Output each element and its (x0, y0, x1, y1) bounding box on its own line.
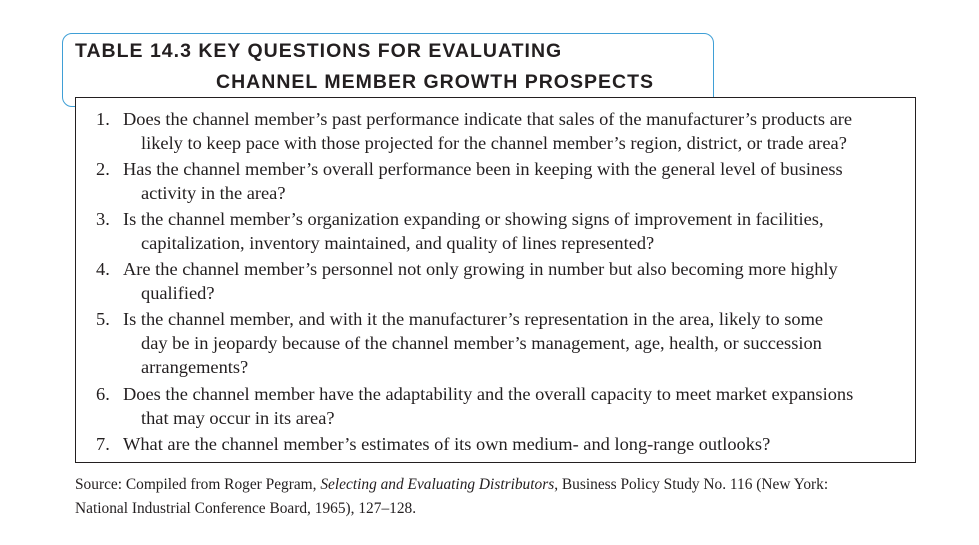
questions-table (75, 97, 916, 463)
question-number: 2. (96, 159, 110, 179)
source-suffix: , Business Policy Study No. 116 (New York: (554, 476, 829, 493)
source-note (75, 473, 828, 521)
source-prefix: Source: Compiled from Roger Pegram, (75, 476, 321, 493)
table-title-line-2: CHANNEL MEMBER GROWTH PROSPECTS (216, 71, 654, 93)
table-title-line-1: TABLE 14.3 KEY QUESTIONS FOR EVALUATING (75, 40, 563, 62)
question-number: 6. (96, 384, 110, 404)
question-text-line: capitalization, inventory maintained, and quality of lines represented? (141, 233, 655, 253)
question-text-line: Are the channel member’s personnel not only growing in number but also becoming more highly (123, 259, 838, 279)
question-text-line: qualified? (141, 283, 215, 303)
question-text-line: Is the channel member’s organization expanding or showing signs of improvement in facilities, (123, 209, 824, 229)
question-text-line: that may occur in its area? (141, 408, 335, 428)
question-text-line: arrangements? (141, 357, 249, 377)
question-text-line: Has the channel member’s overall performance been in keeping with the general level of business (123, 159, 843, 179)
question-text-line: What are the channel member’s estimates of its own medium- and long-range outlooks? (123, 434, 771, 454)
source-line-2: National Industrial Conference Board, 1965), 127–128. (75, 500, 417, 517)
question-text-line: activity in the area? (141, 183, 286, 203)
question-number: 3. (96, 209, 110, 229)
question-number: 1. (96, 109, 110, 129)
question-text-line: likely to keep pace with those projected for the channel member’s region, district, or trade area? (141, 133, 847, 153)
question-number: 7. (96, 434, 110, 454)
question-text-line: Is the channel member, and with it the manufacturer’s representation in the area, likely to some (123, 309, 824, 329)
source-italic-title: Selecting and Evaluating Distributors (320, 476, 555, 493)
question-number: 5. (96, 309, 110, 329)
question-text-line: day be in jeopardy because of the channel member’s management, age, health, or succession (141, 333, 822, 353)
question-text-line: Does the channel member have the adaptability and the overall capacity to meet market expansions (123, 384, 854, 404)
question-text-line: Does the channel member’s past performance indicate that sales of the manufacturer’s products are (123, 109, 853, 129)
question-number: 4. (96, 259, 110, 279)
